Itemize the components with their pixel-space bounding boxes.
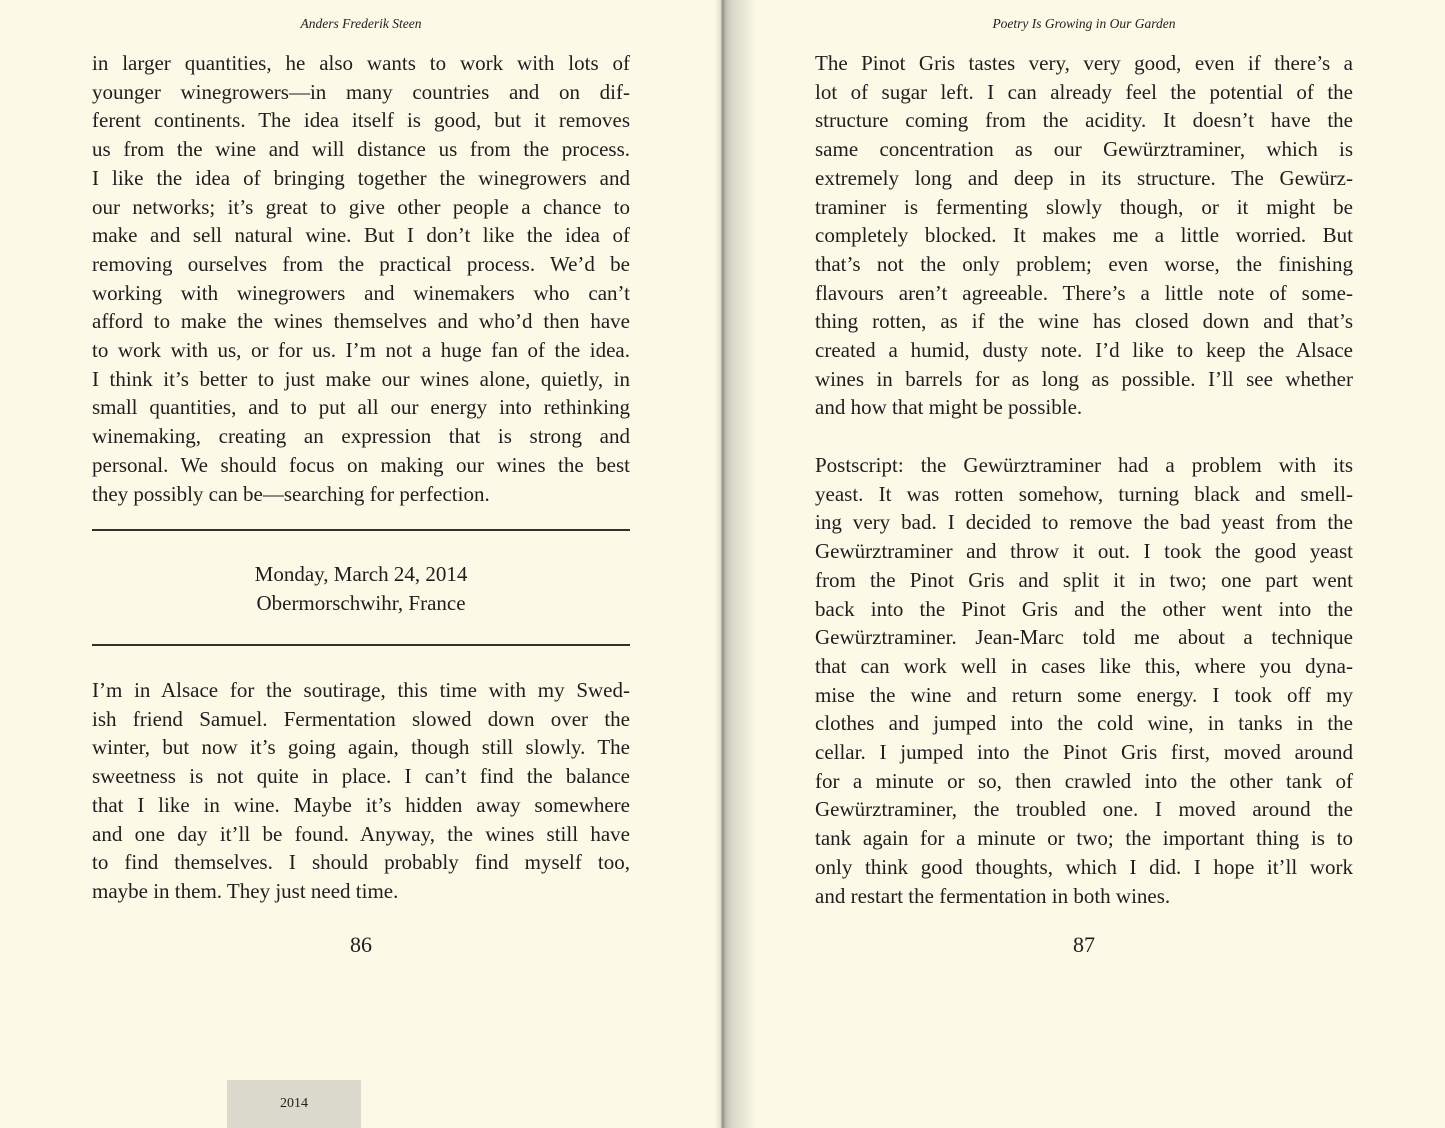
text-line: us from the wine and will distance us from the process. <box>92 137 630 162</box>
text-line: structure coming from the acidity. It doesn’t have the <box>815 108 1353 133</box>
text-line: younger winegrowers—in many countries and on dif- <box>92 79 630 104</box>
text-line: lot of sugar left. I can already feel the potential of the <box>815 79 1353 104</box>
entry-date: Monday, March 24, 2014 <box>254 562 468 586</box>
text-line: to find themselves. I should probably find myself too, <box>92 850 630 875</box>
text-line: I think it’s better to just make our wines alone, quietly, in <box>92 366 630 391</box>
text-line: and restart the fermentation in both wines. <box>815 883 1171 908</box>
entry-date-heading <box>92 560 630 617</box>
page-number-right: 87 <box>1073 932 1095 957</box>
text-line: and how that might be possible. <box>815 395 1083 420</box>
page-left <box>92 0 630 1128</box>
text-line: Gewürztraminer. Jean-Marc told me about a technique <box>815 625 1353 650</box>
text-line: from the Pinot Gris and split it in two; one part went <box>815 567 1353 592</box>
text-line: I like the idea of bringing together the winegrowers and <box>92 165 630 190</box>
text-line: traminer is fermenting slowly though, or it might be <box>815 194 1353 219</box>
divider-rule-top <box>92 529 630 531</box>
text-line: personal. We should focus on making our wines the best <box>92 452 630 477</box>
text-line: that can work well in cases like this, where you dyna- <box>815 653 1353 678</box>
diary-paragraph <box>815 49 1353 422</box>
diary-paragraph <box>92 49 630 508</box>
text-line: in larger quantities, he also wants to work with lots of <box>92 51 630 75</box>
text-line: yeast. It was rotten somehow, turning black and smell- <box>815 481 1353 506</box>
text-line: winter, but now it’s going again, though still slowly. The <box>92 735 630 760</box>
page-right <box>815 0 1353 1128</box>
text-line: ferent continents. The idea itself is good, but it removes <box>92 108 630 133</box>
divider-rule-bottom <box>92 644 630 646</box>
entry-location: Obermorschwihr, France <box>256 590 466 615</box>
text-line: created a humid, dusty note. I’d like to keep the Alsace <box>815 338 1353 363</box>
text-line: that’s not the only problem; even worse, the finishing <box>815 251 1353 276</box>
text-line: and one day it’ll be found. Anyway, the wines still have <box>92 821 630 846</box>
text-line: ing very bad. I decided to remove the bad yeast from the <box>815 510 1353 535</box>
text-line: tank again for a minute or two; the important thing is to <box>815 826 1353 851</box>
year-bookmark-tab <box>227 1080 361 1128</box>
year-tab-label: 2014 <box>280 1096 308 1111</box>
text-line: small quantities, and to put all our energy into rethinking <box>92 395 630 420</box>
text-line: that I like in wine. Maybe it’s hidden away somewhere <box>92 792 630 817</box>
diary-paragraph <box>815 451 1353 910</box>
text-line: removing ourselves from the practical process. We’d be <box>92 251 630 276</box>
page-number-left: 86 <box>350 932 372 957</box>
text-line: thing rotten, as if the wine has closed down and that’s <box>815 309 1353 334</box>
text-line: mise the wine and return some energy. I took off my <box>815 682 1353 707</box>
text-line: Gewürztraminer, the troubled one. I moved around the <box>815 797 1353 822</box>
text-line: for a minute or so, then crawled into the other tank of <box>815 768 1353 793</box>
text-line: The Pinot Gris tastes very, very good, even if there’s a <box>815 51 1353 75</box>
text-line: to work with us, or for us. I’m not a huge fan of the idea. <box>92 338 630 363</box>
text-line: they possibly can be—searching for perfection. <box>92 481 490 506</box>
text-line: afford to make the wines themselves and who’d then have <box>92 309 630 334</box>
text-line: same concentration as our Gewürztraminer, which is <box>815 137 1353 162</box>
text-line: ish friend Samuel. Fermentation slowed down over the <box>92 706 630 731</box>
text-line: I’m in Alsace for the soutirage, this time with my Swed- <box>92 678 630 702</box>
text-line: only think good thoughts, which I did. I hope it’ll work <box>815 854 1353 879</box>
text-line: make and sell natural wine. But I don’t like the idea of <box>92 223 630 248</box>
text-line: our networks; it’s great to give other people a chance to <box>92 194 630 219</box>
text-line: working with winegrowers and winemakers who can’t <box>92 280 630 305</box>
text-line: maybe in them. They just need time. <box>92 878 399 903</box>
text-line: back into the Pinot Gris and the other went into the <box>815 596 1353 621</box>
book-spine-gutter <box>715 0 757 1128</box>
text-line: cellar. I jumped into the Pinot Gris first, moved around <box>815 740 1353 765</box>
text-line: Gewürztraminer and throw it out. I took the good yeast <box>815 539 1353 564</box>
text-line: winemaking, creating an expression that is strong and <box>92 424 630 449</box>
text-line: flavours aren’t agreeable. There’s a little note of some- <box>815 280 1353 305</box>
text-line: clothes and jumped into the cold wine, in tanks in the <box>815 711 1353 736</box>
text-line: wines in barrels for as long as possible. I’ll see whether <box>815 366 1353 391</box>
text-line: sweetness is not quite in place. I can’t find the balance <box>92 764 630 789</box>
text-line: extremely long and deep in its structure. The Gewürz- <box>815 165 1353 190</box>
running-header-author: Anders Frederik Steen <box>300 16 422 31</box>
diary-paragraph <box>92 676 630 906</box>
text-line: completely blocked. It makes me a little worried. But <box>815 223 1353 248</box>
running-header-book-title: Poetry Is Growing in Our Garden <box>992 16 1176 31</box>
text-line: Postscript: the Gewürztraminer had a problem with its <box>815 453 1353 477</box>
